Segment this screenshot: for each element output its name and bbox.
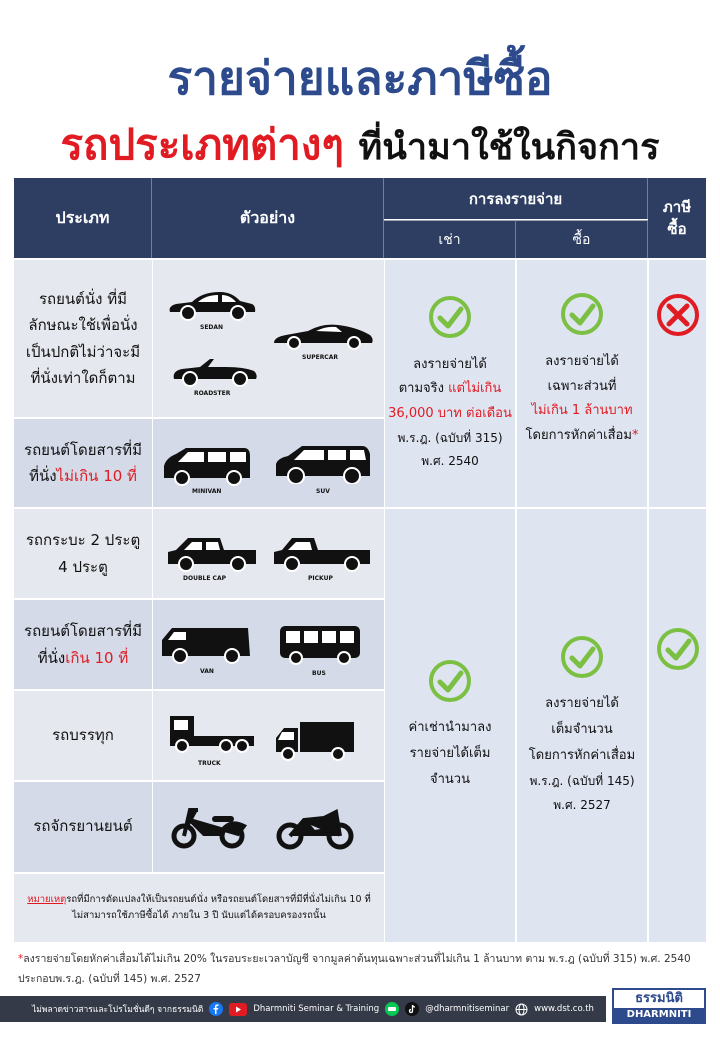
bus-icon <box>278 622 362 666</box>
globe-icon <box>515 1003 528 1016</box>
motorcycle-icon <box>274 806 356 850</box>
header-vat: ภาษี ซื้อ <box>648 178 706 258</box>
scooter-icon <box>168 804 248 850</box>
label-doublecap: DOUBLE CAP <box>183 575 226 582</box>
footnote: *ลงรายจ่ายโดยหักค่าเสื่อมได้ไม่เกิน 20% ในรอบระยะเวลาบัญชี จากมูลค่าต้นทุนเฉพาะส่วนที่ไม่เกิน 1 ล้านบาท ตาม พ.ร.ฎ (ฉบับที่ 315) พ.ศ. 2540 ประกอบพ.ร.ฎ. (ฉบับที่ 145) พ.ศ. 2527 <box>18 950 708 990</box>
title-black-part: ที่นำมาใช้ในกิจการ <box>358 127 660 168</box>
note-line-2: ไม่สามารถใช้ภาษีซื้อได้ ภายใน 3 ปี นับแต่ได้ครอบครองรถนั้น <box>72 910 326 921</box>
group2-vat <box>649 509 706 942</box>
label-sedan: SEDAN <box>200 324 224 331</box>
footer-bar <box>0 996 606 1022</box>
title-red-part: รถประเภทต่างๆ <box>60 120 344 169</box>
box-truck-icon <box>274 720 356 762</box>
header-expense: การลงรายจ่าย <box>384 178 648 219</box>
row5-type: รถบรรทุก <box>14 691 152 780</box>
label-truck: TRUCK <box>198 760 221 767</box>
group2-buy: ลงรายจ่ายได้ เต็มจำนวน โดยการหักค่าเสื่อม พ.ร.ฎ. (ฉบับที่ 145) พ.ศ. 2527 <box>517 509 647 942</box>
row4-type: รถยนต์โดยสารที่มี ที่นั่งเกิน 10 ที่ <box>14 600 152 689</box>
check-icon <box>560 635 604 679</box>
row1-type: รถยนต์นั่ง ที่มี ลักษณะใช้เพื่อนั่ง เป็นปกติไม่ว่าจะมี ที่นั่งเท่าใดก็ตาม <box>14 260 152 417</box>
header-type: ประเภท <box>14 178 152 258</box>
group1-buy: ลงรายจ่ายได้ เฉพาะส่วนที่ ไม่เกิน 1 ล้านบาท โดยการหักค่าเสื่อม* <box>517 260 647 507</box>
x-icon <box>655 292 701 338</box>
check-icon <box>428 659 472 703</box>
line-icon[interactable] <box>385 1002 399 1016</box>
check-icon <box>428 295 472 339</box>
footnote-line-2: ประกอบพ.ร.ฎ. (ฉบับที่ 145) พ.ศ. 2527 <box>18 972 201 985</box>
label-roadster: ROADSTER <box>194 390 231 397</box>
check-icon <box>656 627 700 671</box>
label-minivan: MINIVAN <box>192 488 222 495</box>
label-suv: SUV <box>316 488 330 495</box>
pickup-icon <box>272 534 372 572</box>
note-box <box>14 874 384 942</box>
footer-text: ไม่พลาดข่าวสารและโปรโมชั่นดีๆ จากธรรมนิติ <box>32 1005 204 1015</box>
header-buy: ซื้อ <box>516 220 648 258</box>
footnote-line-1: ลงรายจ่ายโดยหักค่าเสื่อมได้ไม่เกิน 20% ในรอบระยะเวลาบัญชี จากมูลค่าต้นทุนเฉพาะส่วนที่ไม่เกิน 1 ล้านบาท ตาม พ.ร.ฎ (ฉบับที่ 315) พ.ศ. 2540 <box>23 953 691 965</box>
label-supercar: SUPERCAR <box>302 354 338 361</box>
group1-vat <box>649 260 706 507</box>
supercar-icon <box>272 321 376 351</box>
dharmniti-logo: ธรรมนิติ DHARMNITI <box>612 988 706 1024</box>
sedan-icon <box>166 288 258 322</box>
label-pickup: PICKUP <box>308 575 333 582</box>
row3-type: รถกระบะ 2 ประตู 4 ประตู <box>14 509 152 598</box>
footer-line-id[interactable]: @dharmnitiseminar <box>425 1004 510 1014</box>
tiktok-icon[interactable] <box>405 1002 419 1016</box>
title-line-2 <box>0 112 720 178</box>
double-cab-icon <box>166 532 258 572</box>
footer-facebook-name[interactable]: Dharmniti Seminar & Training <box>253 1004 380 1014</box>
check-icon <box>560 292 604 336</box>
minivan-icon <box>160 444 254 486</box>
group1-rent: ลงรายจ่ายได้ ตามจริง แต่ไม่เกิน 36,000 บาท ต่อเดือน พ.ร.ฎ. (ฉบับที่ 315) พ.ศ. 2540 <box>385 260 515 507</box>
note-line-1: รถที่มีการดัดแปลงให้เป็นรถยนต์นั่ง หรือรถยนต์โดยสารที่มีที่นั่งไม่เกิน 10 ที่ <box>66 893 371 905</box>
youtube-icon[interactable] <box>229 1003 247 1016</box>
suv-icon <box>272 442 374 484</box>
truck-icon <box>168 712 258 756</box>
title-line-1: รายจ่ายและภาษีซื้อ <box>167 51 553 105</box>
roadster-icon <box>170 355 260 387</box>
label-bus: BUS <box>312 670 326 677</box>
row6-type: รถจักรยานยนต์ <box>14 782 152 872</box>
note-label: หมายเหตุ <box>27 893 67 905</box>
header-example: ตัวอย่าง <box>152 178 384 258</box>
van-icon <box>160 622 252 664</box>
facebook-icon[interactable] <box>209 1002 223 1016</box>
row2-type: รถยนต์โดยสารที่มี ที่นั่งไม่เกิน 10 ที่ <box>14 419 152 507</box>
header-rent: เช่า <box>384 220 516 258</box>
label-van: VAN <box>200 668 214 675</box>
footer-website[interactable]: www.dst.co.th <box>534 1004 594 1014</box>
group2-rent: ค่าเช่านำมาลง รายจ่ายได้เต็ม จำนวน <box>385 509 515 942</box>
